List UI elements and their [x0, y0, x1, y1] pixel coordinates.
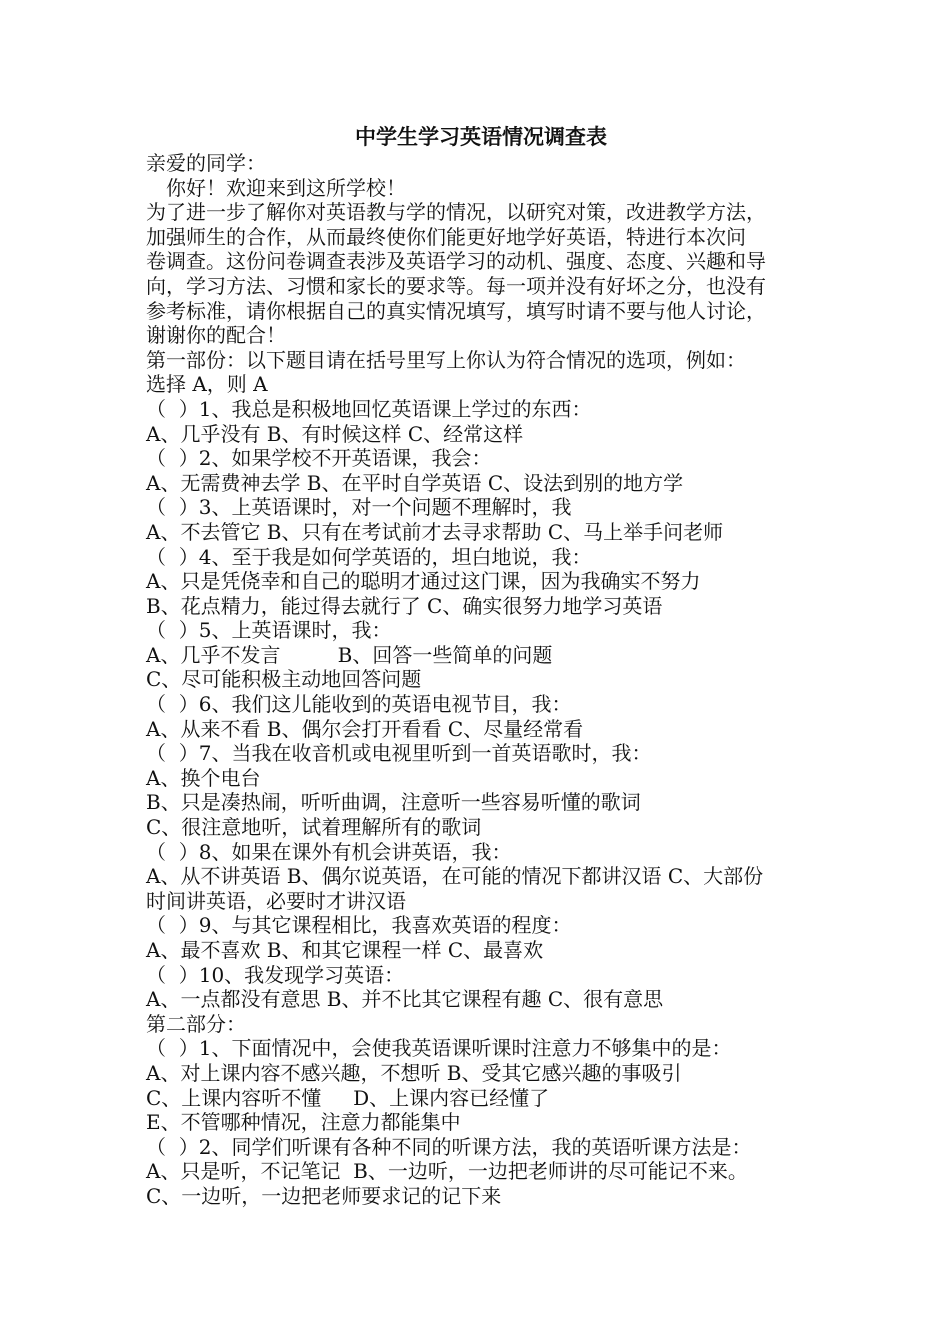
question-line: （ ）5、上英语课时，我：	[146, 618, 392, 643]
question-line: （ ）7、当我在收音机或电视里听到一首英语歌时，我：	[146, 741, 652, 766]
question-line: （ ）4、至于我是如何学英语的，坦白地说，我：	[146, 544, 592, 569]
answer-options: C、尽可能积极主动地回答问题	[146, 667, 422, 692]
answer-options: A、只是凭侥幸和自己的聪明才通过这门课，因为我确实不努力	[146, 569, 701, 594]
question-line: （ ）2、如果学校不开英语课，我会：	[146, 446, 492, 471]
part1-heading	[146, 348, 816, 397]
answer-options: A、从不讲英语 B、偶尔说英语，在可能的情况下都讲汉语 C、大部份	[146, 864, 764, 889]
answer-options: C、一边听，一边把老师要求记的记下来	[146, 1183, 502, 1208]
intro-line: 谢谢你的配合！	[146, 323, 286, 348]
intro-line: 参考标准，请你根据自己的真实情况填写，填写时请不要与他人讨论，	[146, 298, 766, 323]
part2-questions	[146, 1036, 816, 1208]
question-line: （ ）10、我发现学习英语：	[146, 962, 405, 987]
answer-options: B、只是凑热闹，听听曲调，注意听一些容易听懂的歌词	[146, 790, 641, 815]
intro-paragraph	[146, 200, 816, 348]
part1-heading-line: 第一部份：以下题目请在括号里写上你认为符合情况的选项，例如：	[146, 347, 746, 372]
intro-line: 加强师生的合作，从而最终使你们能更好地学好英语，特进行本次问	[146, 224, 746, 249]
answer-options: A、不去管它 B、只有在考试前才去寻求帮助 C、马上举手问老师	[146, 519, 724, 544]
answer-options: A、几乎不发言 B、回答一些简单的问题	[146, 642, 553, 667]
intro-line: 为了进一步了解你对英语教与学的情况，以研究对策，改进教学方法，	[146, 200, 766, 225]
question-line: （ ）1、我总是积极地回忆英语课上学过的东西：	[146, 396, 592, 421]
document-body	[146, 123, 816, 1209]
question-line: （ ）1、下面情况中，会使我英语课听课时注意力不够集中的是：	[146, 1036, 732, 1061]
question-line: （ ）8、如果在课外有机会讲英语，我：	[146, 839, 512, 864]
answer-options: E、不管哪种情况，注意力都能集中	[146, 1110, 461, 1135]
welcome-line: 你好！欢迎来到这所学校！	[166, 175, 406, 200]
answer-options: A、对上课内容不感兴趣，不想听 B、受其它感兴趣的事吸引	[146, 1060, 682, 1085]
answer-options: A、从来不看 B、偶尔会打开看看 C、尽量经常看	[146, 716, 584, 741]
question-line: （ ）6、我们这儿能收到的英语电视节目，我：	[146, 692, 572, 717]
answer-options: A、只是听，不记笔记 B、一边听，一边把老师讲的尽可能记不来。	[146, 1159, 748, 1184]
answer-options: 时间讲英语，必要时才讲汉语	[146, 888, 406, 913]
answer-options: C、很注意地听，试着理解所有的歌词	[146, 815, 482, 840]
answer-options: B、花点精力，能过得去就行了 C、确实很努力地学习英语	[146, 593, 663, 618]
intro-line: 卷调查。这份问卷调查表涉及英语学习的动机、强度、态度、兴趣和导	[146, 249, 766, 274]
greeting: 亲爱的同学：	[146, 151, 266, 175]
answer-options: A、几乎没有 B、有时候这样 C、经常这样	[146, 421, 524, 446]
answer-options: C、上课内容听不懂 D、上课内容已经懂了	[146, 1085, 550, 1110]
part1-questions	[146, 397, 816, 1012]
document-title: 中学生学习英语情况调查表	[355, 124, 607, 149]
question-line: （ ）3、上英语课时，对一个问题不理解时，我	[146, 495, 572, 520]
question-line: （ ）2、同学们听课有各种不同的听课方法，我的英语听课方法是：	[146, 1134, 752, 1159]
question-line: （ ）9、与其它课程相比，我喜欢英语的程度：	[146, 913, 572, 938]
answer-options: A、最不喜欢 B、和其它课程一样 C、最喜欢	[146, 938, 544, 962]
answer-options: A、一点都没有意思 B、并不比其它课程有趣 C、很有意思	[146, 987, 664, 1012]
answer-options: A、无需费神去学 B、在平时自学英语 C、设法到别的地方学	[146, 470, 684, 495]
part1-heading-line: 选择 A，则 A	[146, 372, 268, 397]
part2-heading: 第二部分：	[146, 1011, 246, 1036]
answer-options: A、换个电台	[146, 765, 261, 790]
intro-line: 向，学习方法、习惯和家长的要求等。每一项并没有好坏之分，也没有	[146, 273, 766, 298]
